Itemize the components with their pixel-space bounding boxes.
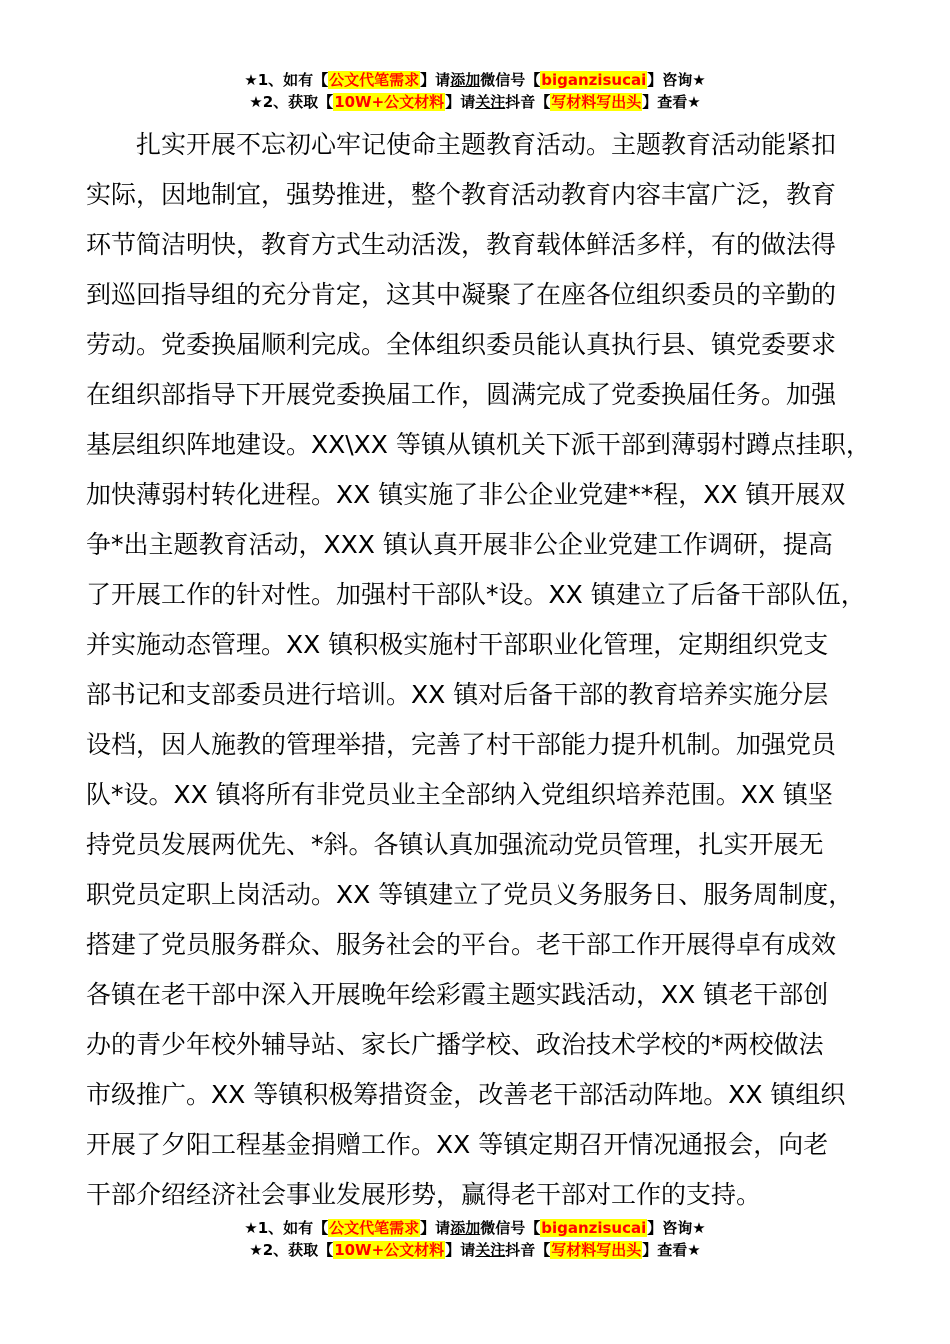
body-line: 职党员定职上岗活动。XX 等镇建立了党员义务服务日、服务周制度， (86, 880, 854, 909)
banner-highlight: 10W+公文材料 (334, 1241, 445, 1259)
body-line: 持党员发展两优先、*斜。各镇认真加强流动党员管理，扎实开展无 (86, 830, 824, 859)
banner-text: 】咨询★ (647, 1219, 706, 1237)
banner-text: 】查看★ (642, 1241, 701, 1259)
body-line: 加快薄弱村转化进程。XX 镇实施了非公企业党建**程，XX 镇开展双 (86, 480, 846, 509)
banner-text: ★2、获取【 (249, 1241, 334, 1259)
body-line: 市级推广。XX 等镇积极筹措资金，改善老干部活动阵地。XX 镇组织 (86, 1080, 846, 1109)
body-line: 在组织部指导下开展党委换届工作，圆满完成了党委换届任务。加强 (86, 380, 837, 409)
banner-highlight: 写材料写出头 (551, 93, 642, 111)
banner-highlight: biganzisucai (541, 1219, 647, 1237)
document-body (86, 120, 886, 1220)
banner-underlined: 添加 (450, 71, 481, 89)
banner-underlined: 关注 (475, 93, 506, 111)
body-line: 实际，因地制宜，强势推进，整个教育活动教育内容丰富广泛，教育 (86, 180, 837, 209)
banner-highlight: 公文代笔需求 (329, 71, 420, 89)
body-line: 各镇在老干部中深入开展晚年绘彩霞主题实践活动，XX 镇老干部创 (86, 980, 829, 1009)
banner-text: 】请 (445, 1241, 476, 1259)
banner-highlight: 写材料写出头 (551, 1241, 642, 1259)
banner-underlined: 添加 (450, 1219, 481, 1237)
banner-highlight: 公文代笔需求 (329, 1219, 420, 1237)
banner-line-2 (0, 91, 950, 113)
body-line: 环节简洁明快，教育方式生动活泼，教育载体鲜活多样，有的做法得 (86, 230, 837, 259)
banner-text: 抖音【 (505, 93, 551, 111)
body-line: 开展了夕阳工程基金捐赠工作。XX 等镇定期召开情况通报会，向老 (86, 1130, 829, 1159)
banner-line-2 (0, 1239, 950, 1261)
banner-text: 抖音【 (505, 1241, 551, 1259)
banner-line-1 (0, 1217, 950, 1239)
body-line: 基层组织阵地建设。XX\XX 等镇从镇机关下派干部到薄弱村蹲点挂职， (86, 430, 871, 459)
body-line: 争*出主题教育活动，XXX 镇认真开展非公企业党建工作调研，提高 (86, 530, 833, 559)
banner-line-1 (0, 69, 950, 91)
banner-text: 】查看★ (642, 93, 701, 111)
banner-text: 微信号【 (480, 1219, 541, 1237)
banner-text: 】请 (420, 1219, 451, 1237)
body-line: 劳动。党委换届顺利完成。全体组织委员能认真执行县、镇党委要求 (86, 330, 837, 359)
body-line: 搭建了党员服务群众、服务社会的平台。老干部工作开展得卓有成效 (86, 930, 837, 959)
banner-text: ★1、如有【 (244, 71, 329, 89)
banner-text: 】请 (420, 71, 451, 89)
banner-text: ★1、如有【 (244, 1219, 329, 1237)
body-line: 扎实开展不忘初心牢记使命主题教育活动。主题教育活动能紧扣 (136, 130, 837, 159)
body-line: 到巡回指导组的充分肯定，这其中凝聚了在座各位组织委员的辛勤的 (86, 280, 837, 309)
banner-text: 】请 (445, 93, 476, 111)
banner-highlight: biganzisucai (541, 71, 647, 89)
body-line: 队*设。XX 镇将所有非党员业主全部纳入党组织培养范围。XX 镇坚 (86, 780, 833, 809)
body-line: 设档，因人施教的管理举措，完善了村干部能力提升机制。加强党员 (86, 730, 837, 759)
body-line: 部书记和支部委员进行培训。XX 镇对后备干部的教育培养实施分层 (86, 680, 829, 709)
banner-text: 微信号【 (480, 71, 541, 89)
banner-highlight: 10W+公文材料 (334, 93, 445, 111)
banner-underlined: 关注 (475, 1241, 506, 1259)
top-banner (0, 69, 950, 113)
body-line: 干部介绍经济社会事业发展形势，赢得老干部对工作的支持。 (86, 1180, 762, 1209)
banner-text: ★2、获取【 (249, 93, 334, 111)
body-line: 了开展工作的针对性。加强村干部队*设。XX 镇建立了后备干部队伍， (86, 580, 866, 609)
bottom-banner (0, 1217, 950, 1261)
body-line: 办的青少年校外辅导站、家长广播学校、政治技术学校的*两校做法 (86, 1030, 824, 1059)
banner-text: 】咨询★ (647, 71, 706, 89)
body-line: 并实施动态管理。XX 镇积极实施村干部职业化管理，定期组织党支 (86, 630, 829, 659)
